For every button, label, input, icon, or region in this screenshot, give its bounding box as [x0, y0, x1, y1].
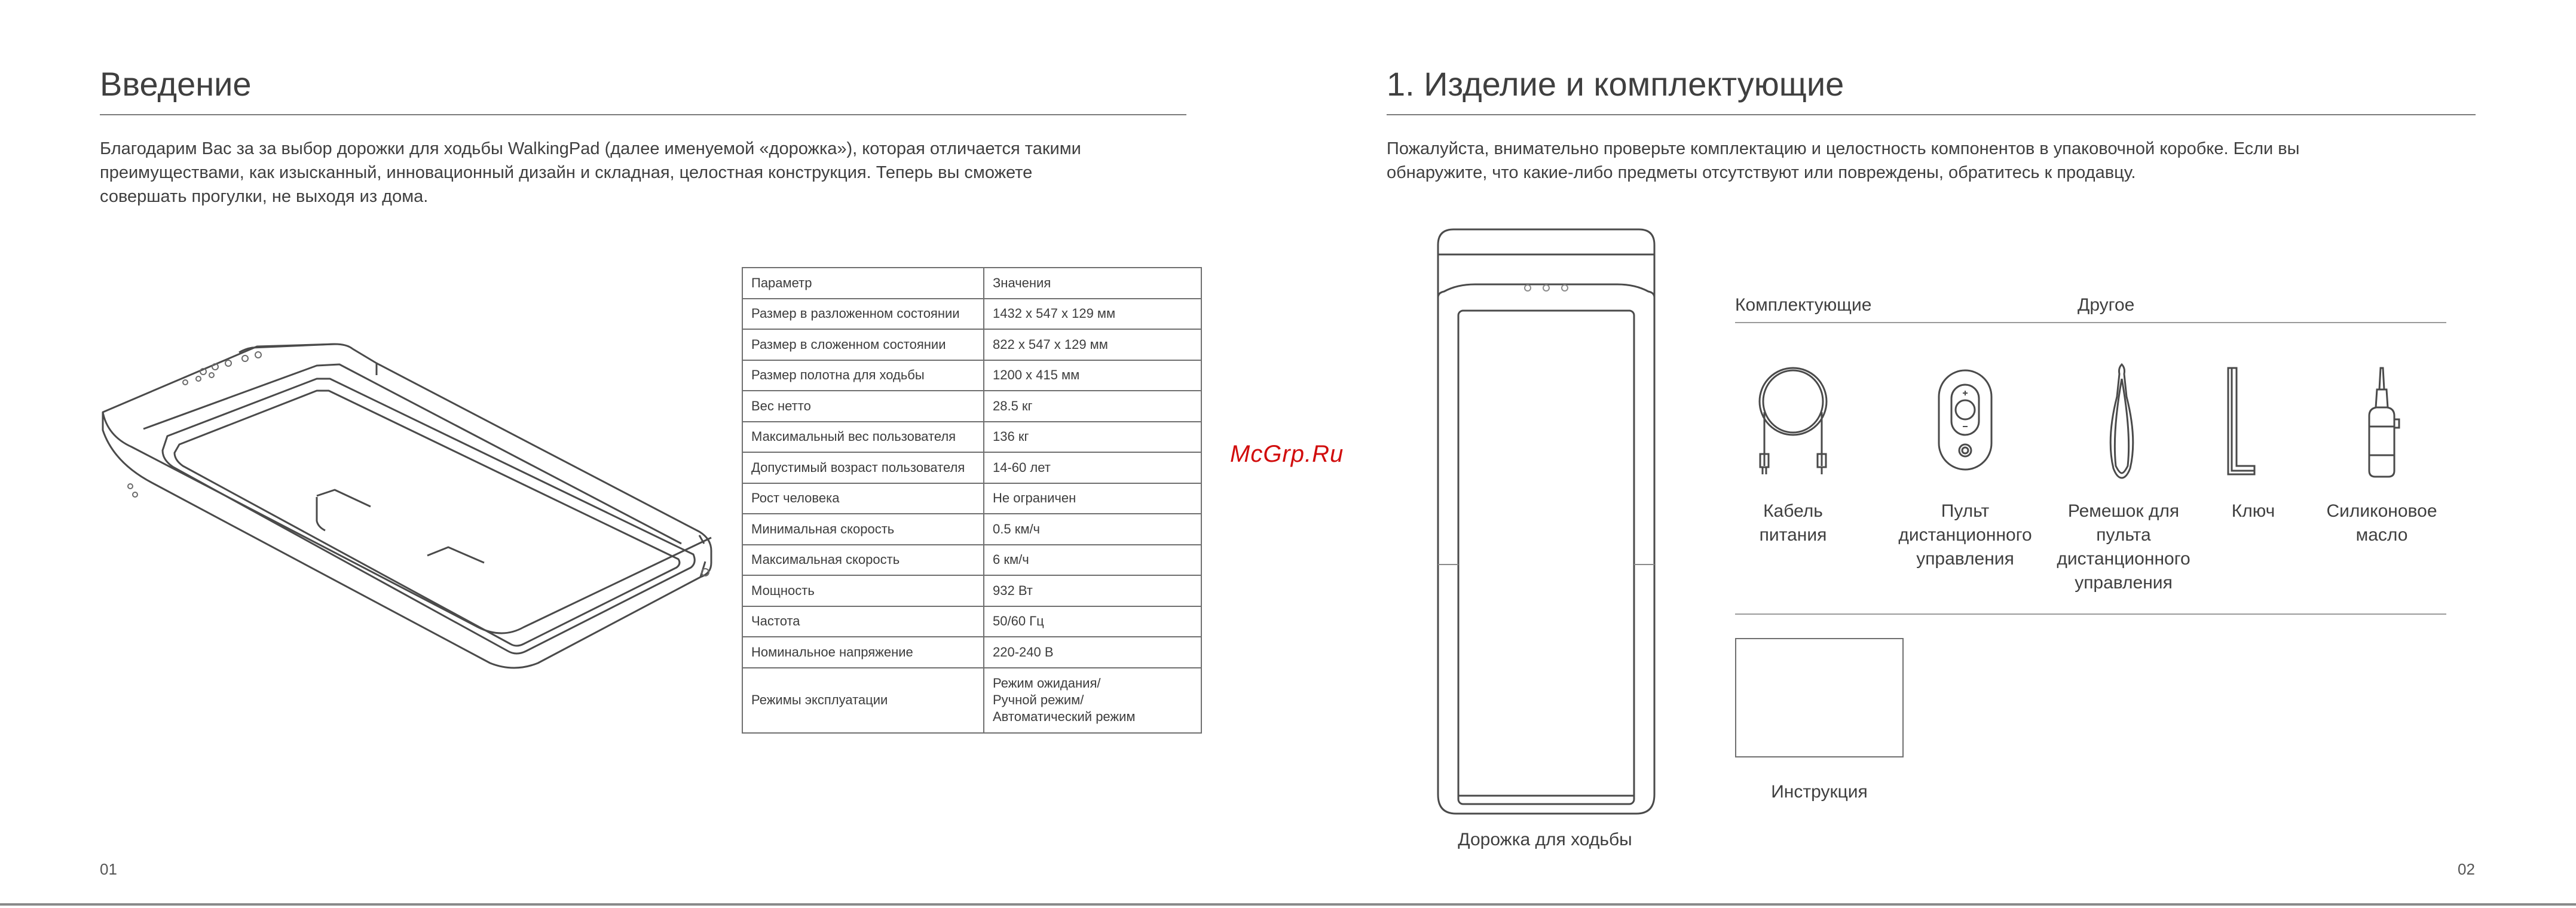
value-cell: 822 x 547 x 129 мм — [984, 329, 1201, 360]
caption-line: пульта — [2096, 525, 2151, 545]
value-cell: 220-240 В — [984, 637, 1201, 668]
param-cell: Размер полотна для ходьбы — [742, 360, 984, 391]
caption-line: Ключ — [2231, 501, 2275, 521]
param-cell: Минимальная скорость — [742, 514, 984, 545]
silicone-oil-icon — [2361, 366, 2403, 479]
caption-line: масло — [2355, 525, 2408, 545]
power-cable-icon — [1751, 364, 1835, 478]
param-cell: Максимальная скорость — [742, 545, 984, 576]
page-title-product: 1. Изделие и комплектующие — [1387, 65, 1844, 103]
value-cell: 0.5 км/ч — [984, 514, 1201, 545]
caption-line: Кабель — [1763, 501, 1823, 521]
bottom-divider — [0, 903, 2576, 906]
table-header-cell: Параметр — [742, 268, 984, 299]
caption-line: Силиконовое — [2326, 501, 2437, 521]
value-cell: 50/60 Гц — [984, 606, 1201, 637]
mode-line: Ручной режим/ — [993, 692, 1084, 707]
table-row — [742, 422, 1201, 453]
param-cell: Вес нетто — [742, 391, 984, 422]
caption-line: Ремешок для — [2067, 501, 2180, 521]
caption-line: питания — [1759, 525, 1827, 545]
value-cell: 14-60 лет — [984, 452, 1201, 483]
param-cell: Размер в сложенном состоянии — [742, 329, 984, 360]
param-cell: Мощность — [742, 575, 984, 606]
section-divider — [1735, 322, 2446, 323]
intro-line: преимуществами, как изысканный, инновационный дизайн и складная, целостная конструкция. Теперь вы сможете — [100, 163, 1033, 182]
param-cell: Допустимый возраст пользователя — [742, 452, 984, 483]
page-title-intro: Введение — [100, 65, 252, 103]
title-divider — [1387, 114, 2476, 115]
title-divider — [100, 114, 1186, 115]
table-header-cell: Значения — [984, 268, 1201, 299]
strap-icon — [2104, 361, 2140, 480]
param-cell: Частота — [742, 606, 984, 637]
page-number-left: 01 — [100, 860, 117, 878]
param-cell: Номинальное напряжение — [742, 637, 984, 668]
value-cell: Не ограничен — [984, 483, 1201, 514]
value-cell: 1200 x 415 мм — [984, 360, 1201, 391]
table-row — [742, 545, 1201, 576]
table-header-row — [742, 268, 1201, 299]
intro-paragraph — [1387, 137, 2480, 185]
caption-line: дистанционного — [2057, 549, 2190, 569]
intro-line: Пожалуйста, внимательно проверьте комплектацию и целостность компонентов в упаковочной коробке. Если вы — [1387, 139, 2300, 158]
param-cell: Режимы эксплуатации — [742, 668, 984, 733]
table-row — [742, 329, 1201, 360]
value-cell: 1432 x 547 x 129 мм — [984, 299, 1201, 330]
intro-line: Благодарим Вас за за выбор дорожки для ходьбы WalkingPad (далее именуемой «дорожка»), которая отличается такими — [100, 139, 1081, 158]
caption-line: управления — [2075, 573, 2173, 593]
table-row — [742, 575, 1201, 606]
intro-line: совершать прогулки, не выходя из дома. — [100, 187, 429, 206]
intro-line: обнаружите, что какие-либо предметы отсутствуют или повреждены, обратитесь к продавцу. — [1387, 163, 2136, 182]
value-cell: 136 кг — [984, 422, 1201, 453]
table-row — [742, 514, 1201, 545]
treadmill-label: Дорожка для ходьбы — [1458, 830, 1632, 849]
table-row — [742, 360, 1201, 391]
specs-table — [742, 267, 1202, 734]
value-cell: 932 Вт — [984, 575, 1201, 606]
table-row — [742, 452, 1201, 483]
value-cell — [984, 668, 1201, 733]
table-row — [742, 668, 1201, 733]
treadmill-top-view — [1433, 227, 1659, 816]
item-caption-key — [2205, 499, 2301, 523]
caption-line: управления — [1916, 549, 2014, 569]
caption-line: дистанционного — [1898, 525, 2032, 545]
manual-icon — [1735, 638, 1904, 757]
other-heading: Другое — [2078, 295, 2135, 315]
param-cell: Размер в разложенном состоянии — [742, 299, 984, 330]
table-row — [742, 606, 1201, 637]
manual-label: Инструкция — [1771, 782, 1868, 802]
key-icon — [2223, 366, 2259, 477]
param-cell: Максимальный вес пользователя — [742, 422, 984, 453]
mode-line: Автоматический режим — [993, 709, 1136, 724]
table-row — [742, 299, 1201, 330]
table-row — [742, 637, 1201, 668]
value-cell: 6 км/ч — [984, 545, 1201, 576]
accessories-heading: Комплектующие — [1735, 295, 1872, 315]
caption-line: Пульт — [1941, 501, 1990, 521]
item-caption-oil — [2313, 499, 2450, 547]
item-caption-strap — [2050, 499, 2197, 595]
item-caption-remote — [1892, 499, 2039, 571]
page-number-right: 02 — [2458, 860, 2475, 878]
intro-paragraph — [100, 137, 1194, 208]
table-row — [742, 391, 1201, 422]
table-row — [742, 483, 1201, 514]
treadmill-illustration — [96, 340, 720, 675]
mode-line: Режим ожидания/ — [993, 676, 1101, 691]
remote-control-icon — [1935, 367, 1995, 480]
value-cell: 28.5 кг — [984, 391, 1201, 422]
param-cell: Рост человека — [742, 483, 984, 514]
watermark: McGrp.Ru — [1230, 441, 1344, 467]
section-divider — [1735, 613, 2446, 615]
item-caption-power-cable — [1733, 499, 1853, 547]
